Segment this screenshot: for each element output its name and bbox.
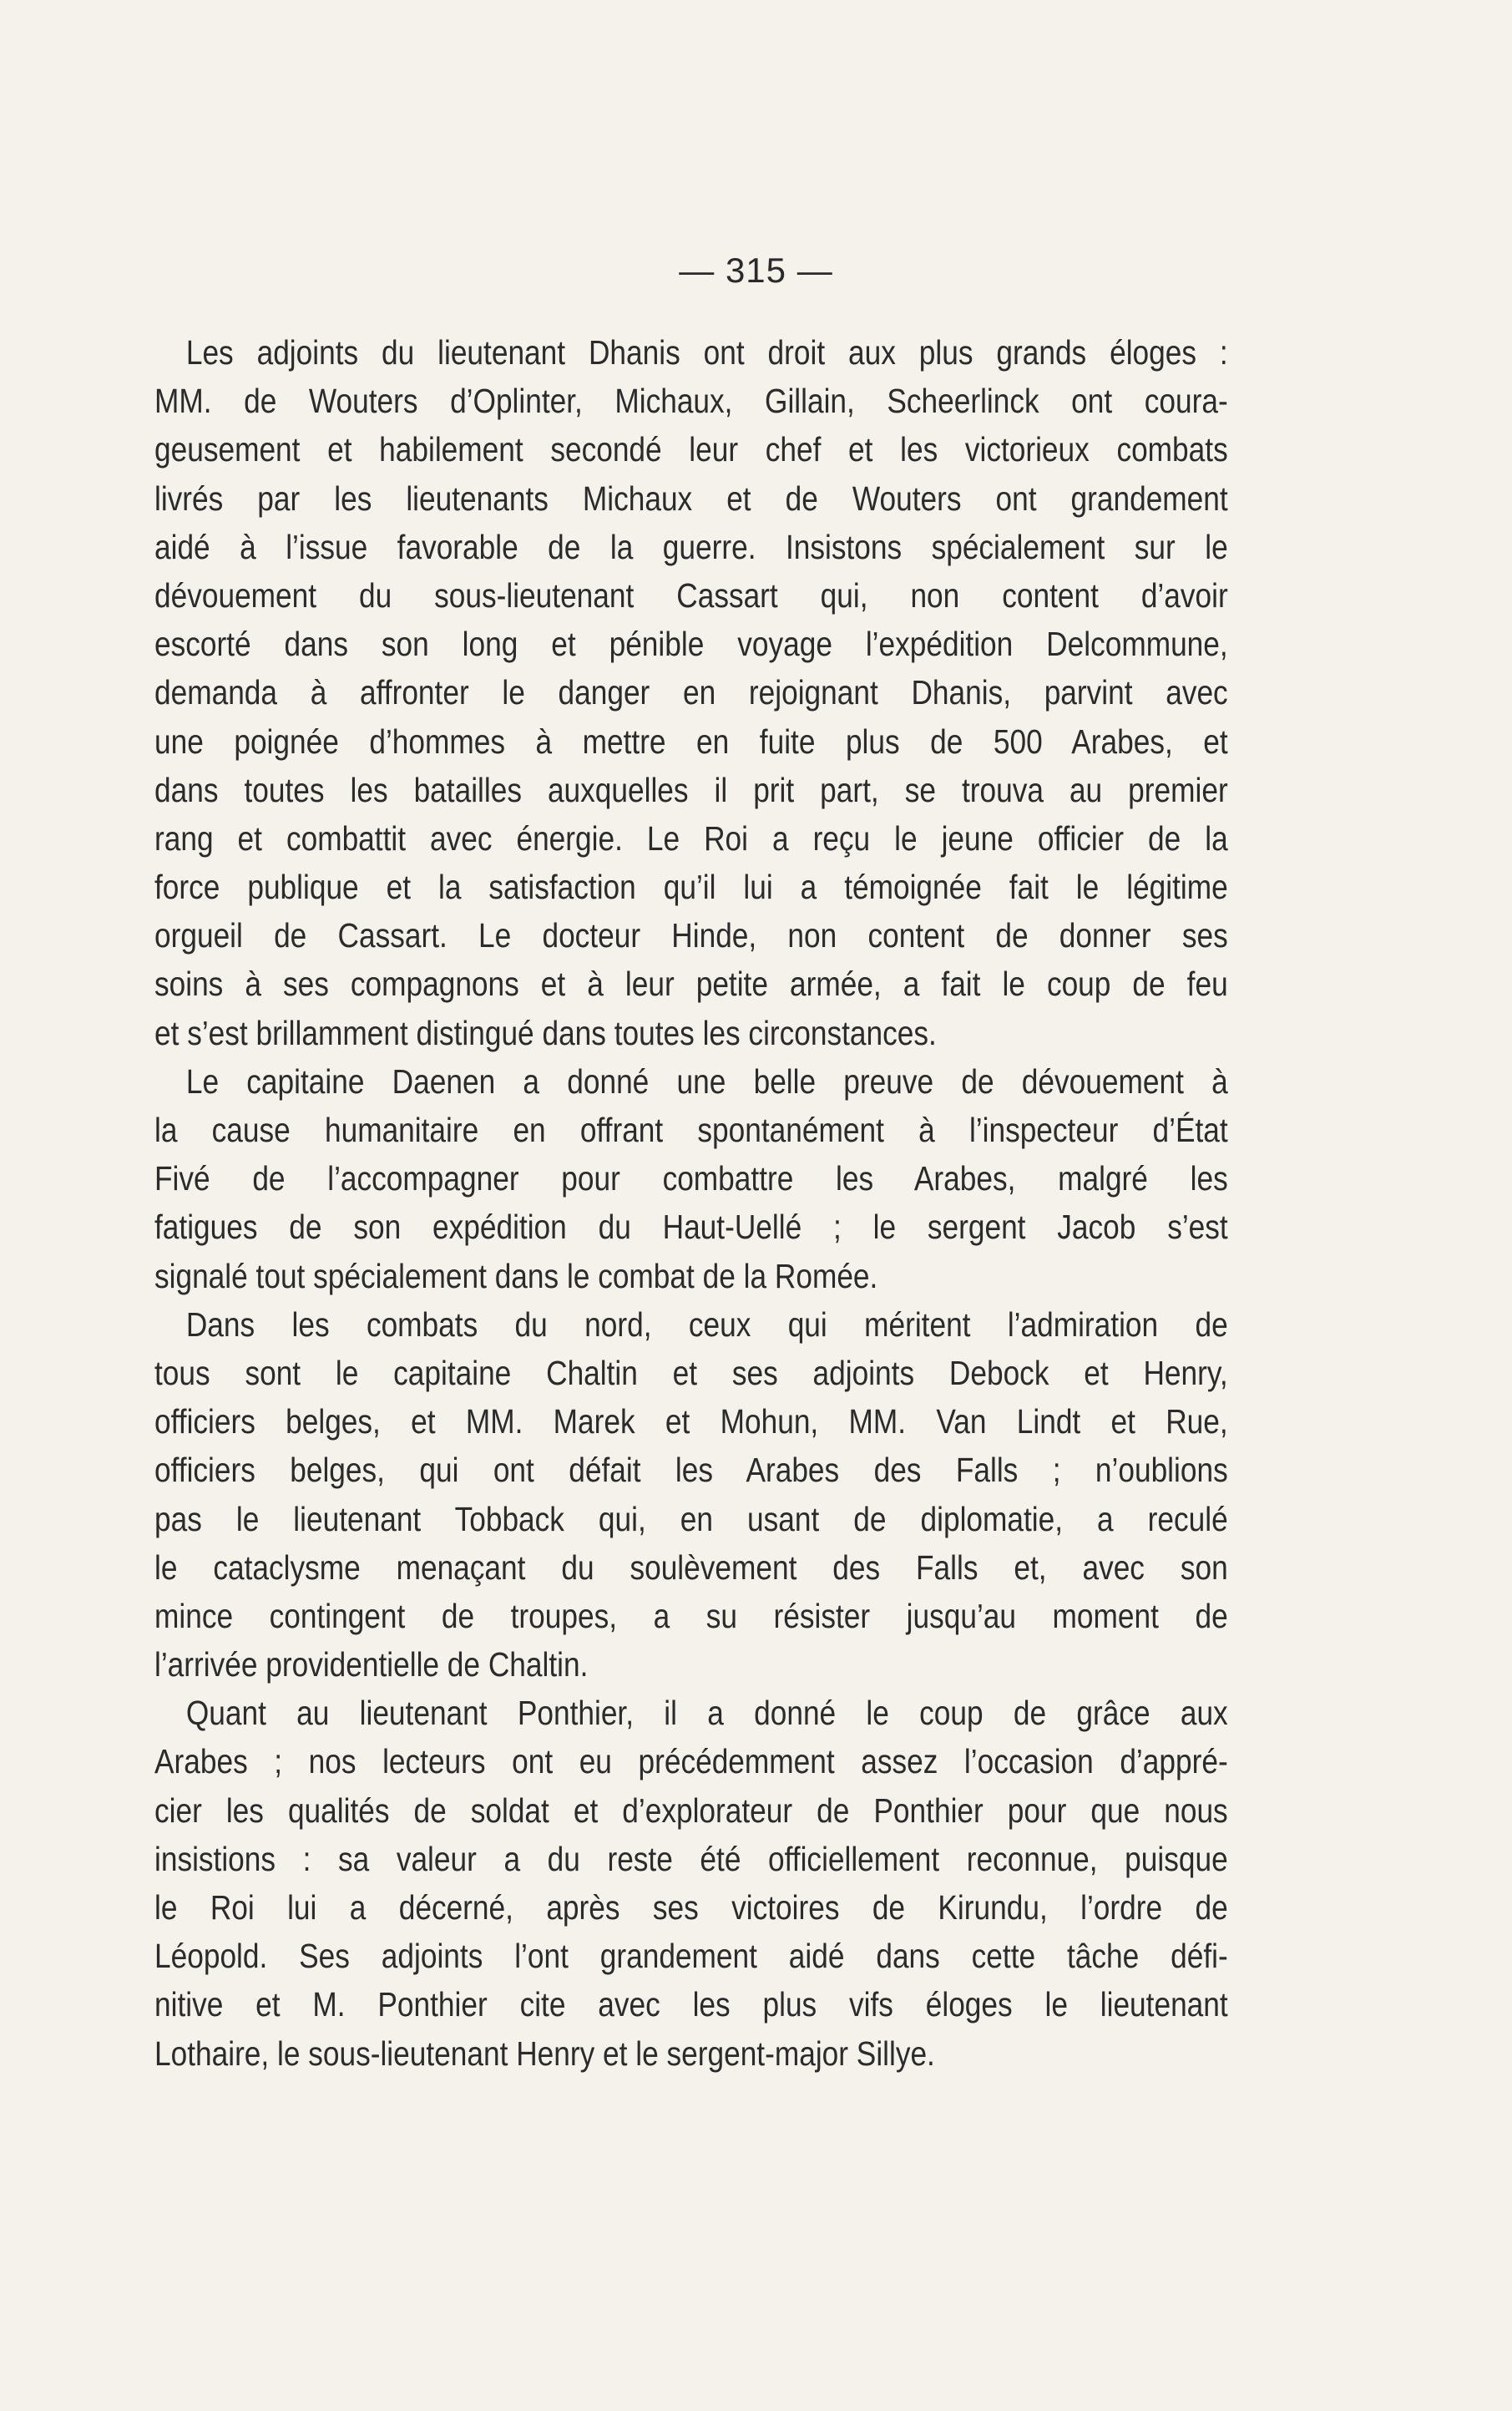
text-line: Dans les combats du nord, ceux qui méritent l’admiration de	[185, 1304, 1228, 1344]
text-line: et s’est brillamment distingué dans toutes les circonstances.	[154, 1013, 937, 1052]
text-line: tous sont le capitaine Chaltin et ses adjoints Debock et Henry,	[154, 1353, 1228, 1392]
text-line: Léopold. Ses adjoints l’ont grandement aidé dans cette tâche défi-	[154, 1937, 1228, 1976]
text-line: MM. de Wouters d’Oplinter, Michaux, Gillain, Scheerlinck ont coura-	[154, 382, 1228, 421]
text-line: geusement et habilement secondé leur chef et les victorieux combats	[154, 430, 1228, 469]
text-line: Arabes ; nos lecteurs ont eu précédemment assez l’occasion d’appré-	[154, 1742, 1228, 1781]
text-line: rang et combattit avec énergie. Le Roi a reçu le jeune officier de la	[154, 818, 1228, 858]
text-line: Lothaire, le sous-lieutenant Henry et le sergent-major Sillye.	[154, 2034, 935, 2073]
text-line: officiers belges, et MM. Marek et Mohun, MM. Van Lindt et Rue,	[154, 1402, 1228, 1441]
text-line: le Roi lui a décerné, après ses victoires de Kirundu, l’ordre de	[154, 1888, 1228, 1927]
text-line: Le capitaine Daenen a donné une belle preuve de dévouement à	[185, 1061, 1228, 1101]
text-line: dévouement du sous-lieutenant Cassart qui, non content d’avoir	[154, 575, 1228, 615]
text-line: dans toutes les batailles auxquelles il prit part, se trouva au premier	[154, 770, 1228, 809]
text-line: orgueil de Cassart. Le docteur Hinde, non content de donner ses	[154, 916, 1228, 955]
page-number: — 315 —	[679, 251, 833, 290]
text-line: fatigues de son expédition du Haut-Uellé ; le sergent Jacob s’est	[154, 1208, 1228, 1247]
text-line: la cause humanitaire en offrant spontanément à l’inspecteur d’État	[154, 1111, 1228, 1149]
text-line: demanda à affronter le danger en rejoignant Dhanis, parvint avec	[154, 673, 1228, 712]
text-line: le cataclysme menaçant du soulèvement des Falls et, avec son	[154, 1547, 1228, 1587]
text-line: Fivé de l’accompagner pour combattre les Arabes, malgré les	[154, 1159, 1228, 1198]
text-line: livrés par les lieutenants Michaux et de Wouters ont grandement	[154, 479, 1228, 518]
text-line: force publique et la satisfaction qu’il lui a témoignée fait le légitime	[154, 868, 1228, 907]
text-line: Les adjoints du lieutenant Dhanis ont droit aux plus grands éloges :	[185, 333, 1228, 372]
text-line: mince contingent de troupes, a su résister jusqu’au moment de	[154, 1596, 1228, 1635]
text-line: soins à ses compagnons et à leur petite armée, a fait le coup de feu	[154, 965, 1228, 1004]
text-line: une poignée d’hommes à mettre en fuite plus de 500 Arabes, et	[154, 722, 1228, 761]
text-line: escorté dans son long et pénible voyage l’expédition Delcommune,	[154, 625, 1228, 664]
text-line: insistions : sa valeur a du reste été officiellement reconnue, puisque	[154, 1839, 1228, 1878]
body-text	[154, 328, 1228, 2078]
text-line: l’arrivée providentielle de Chaltin.	[154, 1645, 589, 1684]
text-line: signalé tout spécialement dans le combat de la Romée.	[154, 1256, 878, 1295]
text-line: cier les qualités de soldat et d’explorateur de Ponthier pour que nous	[154, 1791, 1228, 1830]
text-line: Quant au lieutenant Ponthier, il a donné le coup de grâce aux	[185, 1694, 1228, 1733]
text-line: officiers belges, qui ont défait les Arabes des Falls ; n’oublions	[154, 1451, 1228, 1490]
text-line: aidé à l’issue favorable de la guerre. Insistons spécialement sur le	[154, 527, 1228, 566]
text-line: pas le lieutenant Tobback qui, en usant de diplomatie, a reculé	[154, 1499, 1228, 1538]
text-line: nitive et M. Ponthier cite avec les plus vifs éloges le lieutenant	[154, 1985, 1228, 2024]
